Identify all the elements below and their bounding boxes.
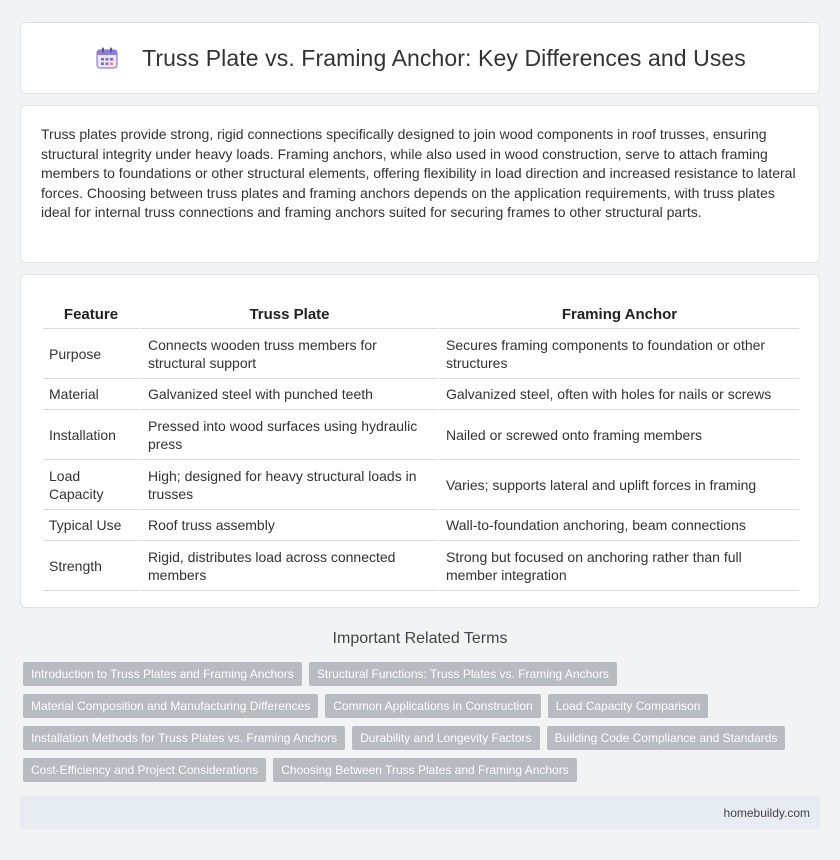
row-feature: Purpose — [43, 329, 139, 379]
related-term-tag[interactable]: Installation Methods for Truss Plates vs. Framing Anchors — [23, 726, 345, 750]
table-row — [43, 460, 799, 510]
table-row — [43, 410, 799, 460]
header-feature: Feature — [43, 303, 139, 329]
row-feature: Load Capacity — [43, 460, 139, 510]
related-terms-title: Important Related Terms — [332, 630, 508, 647]
row-framing-anchor: Wall-to-foundation anchoring, beam connections — [437, 510, 799, 541]
row-feature: Material — [43, 379, 139, 410]
related-term-tag[interactable]: Cost-Efficiency and Project Considerations — [23, 758, 266, 782]
related-term-tag[interactable]: Structural Functions: Truss Plates vs. Framing Anchors — [309, 662, 617, 686]
footer — [20, 796, 820, 829]
header-framing-anchor: Framing Anchor — [437, 303, 799, 329]
related-term-tag[interactable]: Building Code Compliance and Standards — [547, 726, 786, 750]
comparison-table — [43, 303, 799, 591]
related-term-tag[interactable]: Load Capacity Comparison — [548, 694, 709, 718]
table-header-row — [43, 303, 799, 329]
row-feature: Strength — [43, 541, 139, 591]
intro-card — [20, 105, 820, 263]
page-title: Truss Plate vs. Framing Anchor: Key Differences and Uses — [142, 44, 746, 71]
calendar-icon — [94, 45, 120, 71]
row-framing-anchor: Varies; supports lateral and uplift forces in framing — [437, 460, 799, 510]
row-framing-anchor: Galvanized steel, often with holes for nails or screws — [437, 379, 799, 410]
related-term-tag[interactable]: Introduction to Truss Plates and Framing Anchors — [23, 662, 302, 686]
row-truss-plate: Rigid, distributes load across connected members — [139, 541, 437, 591]
row-feature: Installation — [43, 410, 139, 460]
table-row — [43, 541, 799, 591]
title-card — [20, 22, 820, 94]
table-row — [43, 329, 799, 379]
row-framing-anchor: Secures framing components to foundation or other structures — [437, 329, 799, 379]
related-term-tag[interactable]: Common Applications in Construction — [325, 694, 540, 718]
related-term-tag[interactable]: Durability and Longevity Factors — [352, 726, 539, 750]
related-term-tag[interactable]: Choosing Between Truss Plates and Framing Anchors — [273, 758, 576, 782]
row-truss-plate: High; designed for heavy structural loads in trusses — [139, 460, 437, 510]
comparison-card — [20, 274, 820, 608]
intro-paragraph: Truss plates provide strong, rigid connections specifically designed to join wood components in roof trusses, ensuring structural integrity under heavy loads. Framing anchors, while also used in wood construction, serve to attach framing members to foundations or other structural elements, offering flexibility in load direction and increased resistance to lateral forces. Choosing between truss plates and framing anchors depends on the application requirements, with truss plates ideal for internal truss connections and framing anchors suited for securing frames to other structural parts. — [41, 126, 796, 220]
row-feature: Typical Use — [43, 510, 139, 541]
table-row — [43, 379, 799, 410]
row-truss-plate: Connects wooden truss members for structural support — [139, 329, 437, 379]
footer-site-name: homebuildy.com — [723, 805, 810, 820]
table-row — [43, 510, 799, 541]
row-framing-anchor: Strong but focused on anchoring rather than full member integration — [437, 541, 799, 591]
header-truss-plate: Truss Plate — [139, 303, 437, 329]
row-truss-plate: Pressed into wood surfaces using hydraulic press — [139, 410, 437, 460]
related-term-tag[interactable]: Material Composition and Manufacturing Differences — [23, 694, 318, 718]
row-framing-anchor: Nailed or screwed onto framing members — [437, 410, 799, 460]
related-terms-list — [23, 662, 823, 790]
row-truss-plate: Galvanized steel with punched teeth — [139, 379, 437, 410]
row-truss-plate: Roof truss assembly — [139, 510, 437, 541]
